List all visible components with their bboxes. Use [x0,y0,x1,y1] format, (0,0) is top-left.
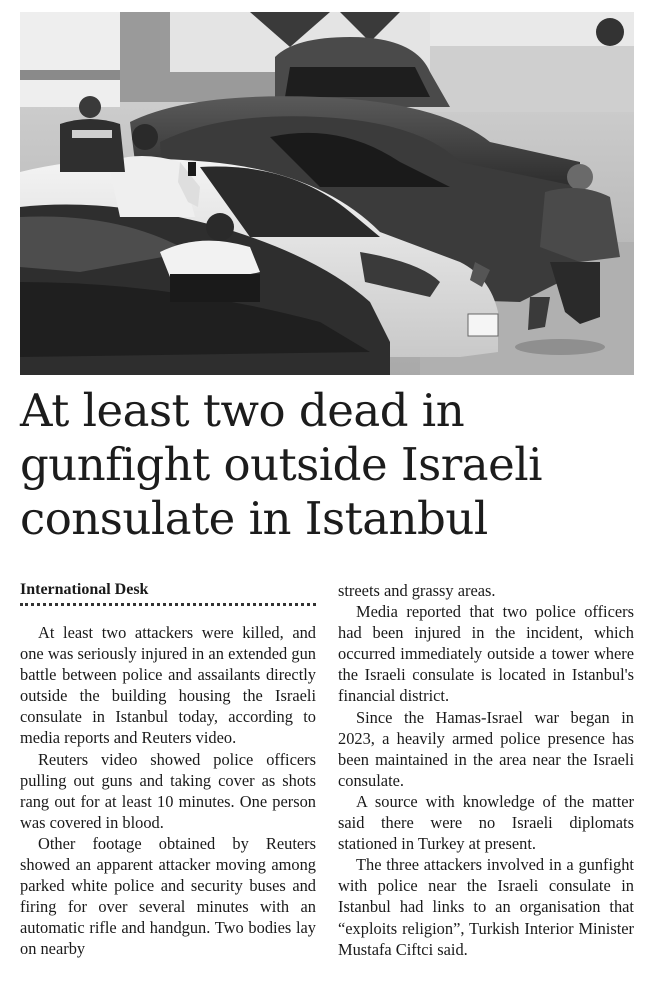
byline-divider [20,603,316,606]
paragraph-continuation: streets and grassy areas. [338,581,496,600]
headline-line-2: gunfight outside Israeli [20,438,543,491]
paragraph: Other footage obtained by Reuters showed an apparent attacker moving among parked white police and security buses and firing for over several minutes with an automatic rifle and handgun. Two bodies lay on nearby [20,833,316,959]
byline: International Desk [20,581,149,598]
paragraph: Reuters video showed police officers pulling out guns and taking cover as shots rang out for at least 10 minutes. One person was covered in blood. [20,749,316,832]
paragraph: Since the Hamas-Israel war began in 2023, a heavily armed police presence has been maintained in the area near the Israeli consulate. [338,707,634,790]
news-photo [20,12,634,375]
paragraph: A source with knowledge of the matter said there were no Israeli diplomats stationed in Turkey at present. [338,791,634,854]
article-column-left [20,622,316,960]
headline-line-3: consulate in Istanbul [20,492,488,545]
paragraph: At least two attackers were killed, and one was seriously injured in an extended gun battle between police and assailants directly outside the building housing the Israeli consulate in Istanbul today, according to media reports and Reuters video. [20,623,316,748]
headline [20,384,634,546]
headline-line-1: At least two dead in [20,384,465,437]
article-column-right [338,580,634,960]
paragraph: The three attackers involved in a gunfight with police near the Israeli consulate in Istanbul had links to an organisation that “exploits religion”, Turkish Interior Minister Mustafa Ciftci said. [338,855,634,959]
paragraph: Media reported that two police officers had been injured in the incident, which occurred immediately outside a tower where the Israeli consulate is located in Istanbul's financial district. [338,602,634,706]
